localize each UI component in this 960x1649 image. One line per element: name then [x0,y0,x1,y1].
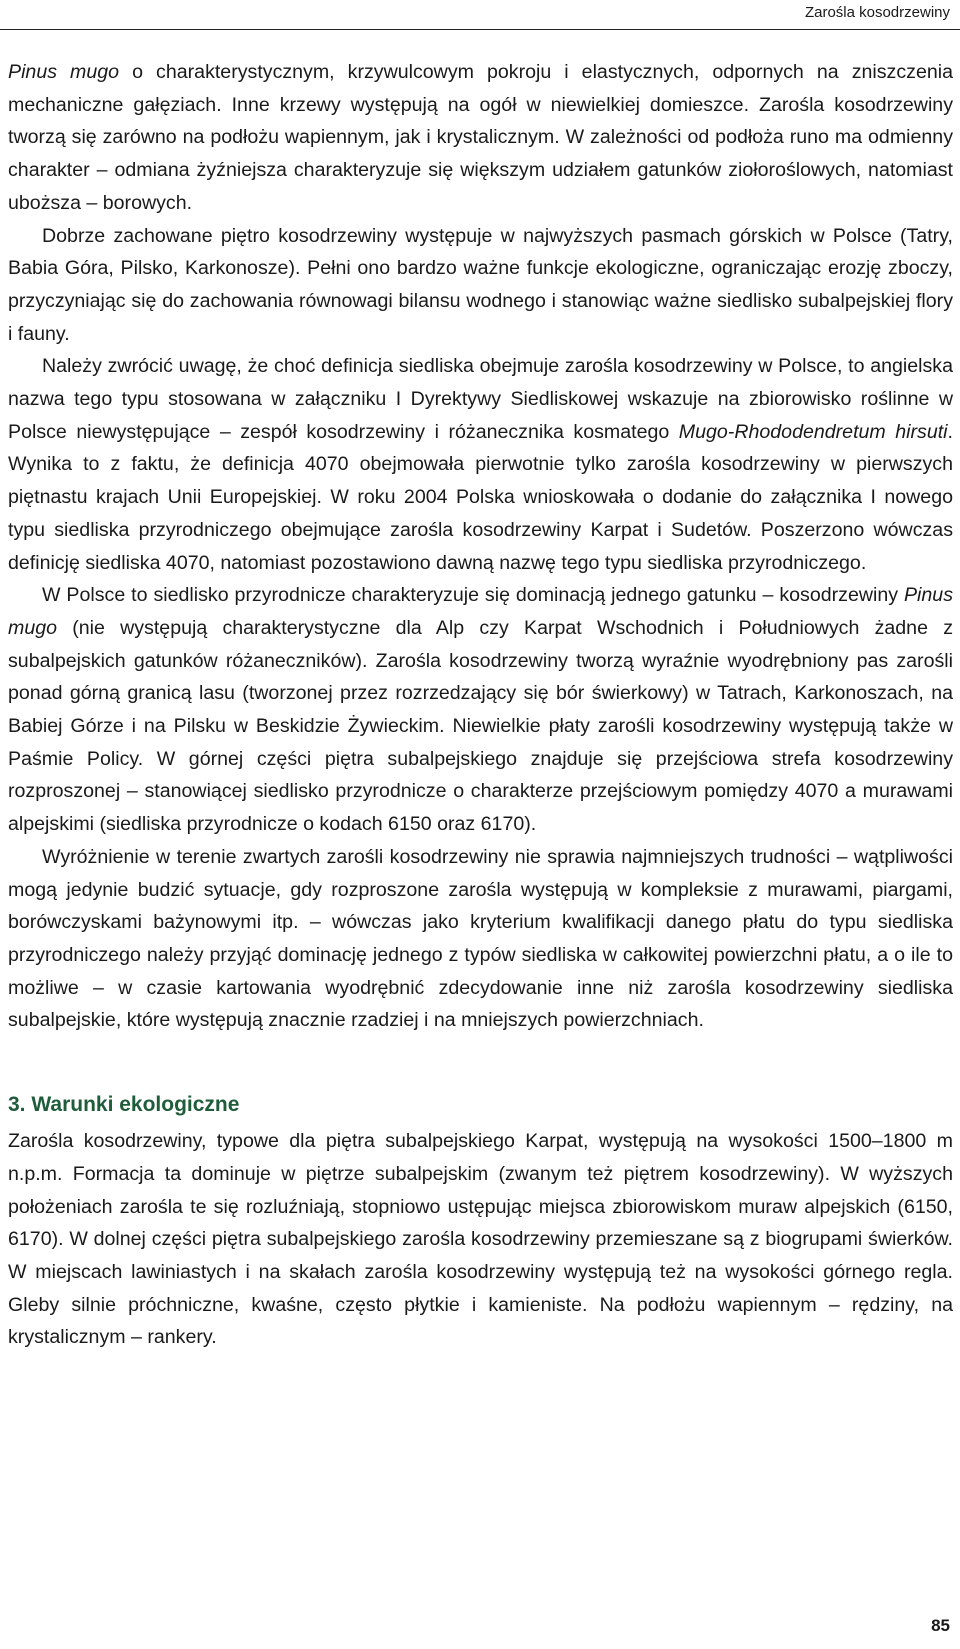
running-header [0,0,960,30]
paragraph-4 [8,579,953,841]
paragraph-text: Wyróżnienie w terenie zwartych zarośli kosodrzewiny nie sprawia najmniejszych trudności – wątpliwości mogą jedynie budzić sytuacje, gdy rozproszone zarośla występują w kompleksie z murawami, piargami, borówczyskami bażynowymi itp. – wówczas jako kryterium kwalifikacji danego płatu do typu siedliska przyrodniczego należy przyjąć dominację jednego z typów siedliska w całkowitej powierzchni płatu, a o ile to możliwe – w czasie kartowania wyodrębnić zdecydowanie inne niż zarośla kosodrzewiny siedliska subalpejskie, które występują znacznie rzadziej i na mniejszych powierzchniach. [8,845,953,1032]
species-name: Pinus mugo [8,584,953,639]
paragraph-text: Należy zwrócić uwagę, że choć definicja siedliska obejmuje zarośla kosodrzewiny w Polsce, to angielska nazwa tego typu stosowana w załączniku I Dyrektywy Siedliskowej wskazuje na zbiorowisko roślinne w Polsce niewystępujące – zespół kosodrzewiny i różanecznika kosmatego [8,355,953,443]
document-body [8,56,953,1354]
paragraph-text: Zarośla kosodrzewiny, typowe dla piętra subalpejskiego Karpat, występują na wysokości 1500–1800 m n.p.m. Formacja ta dominuje w piętrze subalpejskim (zwanym też piętrem kosodrzewiny). W wyższych położeniach zarośla te się rozluźniają, stopniowo ustępując miejsca zbiorowiskom muraw alpejskich (6150, 6170). W dolnej części piętra subalpejskiego zarośla kosodrzewiny przemieszane są z biogrupami świerków. W miejscach lawiniastych i na skałach zarośla kosodrzewiny występują też na wysokości górnego regla. Gleby silnie próchniczne, kwaśne, często płytkie i kamieniste. Na podłożu wapiennym – rędziny, na krystalicznym – rankery. [8,1130,953,1349]
paragraph-text: (nie występują charakterystyczne dla Alp czy Karpat Wschodnich i Południowych żadne z subalpejskich gatunków różaneczników). Zarośla kosodrzewiny tworzą wyraźnie wyodrębniony pas zarośli ponad górną granicą lasu (tworzonej przez rozrzedzający się bór świerkowy) w Tatrach, Karkonoszach, na Babiej Górze i na Pilsku w Beskidzie Żywieckim. Niewielkie płaty zarośli kosodrzewiny występują także w Paśmie Policy. W górnej części piętra subalpejskiego znajduje się przejściowa strefa kosodrzewiny rozproszonej – stanowiącej siedlisko przyrodnicze o charakterze przejściowym pomiędzy 4070 a murawami alpejskimi (siedliska przyrodnicze o kodach 6150 oraz 6170). [8,616,953,836]
paragraph-2 [8,220,953,351]
page-number: 85 [931,1616,950,1635]
paragraph-text: W Polsce to siedlisko przyrodnicze charakteryzuje się dominacją jednego gatunku – kosodrzewiny [42,584,904,607]
paragraph-text: Dobrze zachowane piętro kosodrzewiny występuje w najwyższych pasmach górskich w Polsce (Tatry, Babia Góra, Pilsko, Karkonosze). Pełni ono bardzo ważne funkcje ekologiczne, ograniczając erozję zboczy, przyczyniając się do zachowania równowagi bilansu wodnego i stanowiąc ważne siedlisko subalpejskiej flory i fauny. [8,224,953,345]
paragraph-text: o charakterystycznym, krzywulcowym pokroju i elastycznych, odpornych na zniszczenia mechaniczne gałęziach. Inne krzewy występują na ogół w niewielkiej domieszce. Zarośla kosodrzewiny tworzą się zarówno na podłożu wapiennym, jak i krystalicznym. W zależności od podłoża runo ma odmienny charakter – odmiana żyźniejsza charakteryzuje się większym udziałem gatunków ziołoroślowych, natomiast uboższa – borowych. [8,61,953,214]
running-title: Zarośla kosodrzewiny [804,4,950,21]
species-name: Pinus mugo [8,61,120,83]
section-heading: 3. Warunki ekologiczne [8,1093,240,1117]
species-name: Mugo-Rhododendretum hirsuti [678,420,948,443]
paragraph-1 [8,56,953,220]
section-paragraph [8,1125,953,1354]
paragraph-3 [8,350,953,579]
paragraph-text: . Wynika to z faktu, że definicja 4070 obejmowała pierwotnie tylko zarośla kosodrzewiny w pierwszych piętnastu krajach Unii Europejskiej. W roku 2004 Polska wnioskowała o dodanie do załącznika I nowego typu siedliska przyrodniczego obejmujące zarośla kosodrzewiny Karpat i Sudetów. Poszerzono wówczas definicję siedliska 4070, natomiast pozostawiono dawną nazwę tego typu siedliska przyrodniczego. [8,420,953,574]
paragraph-5 [8,841,953,1037]
